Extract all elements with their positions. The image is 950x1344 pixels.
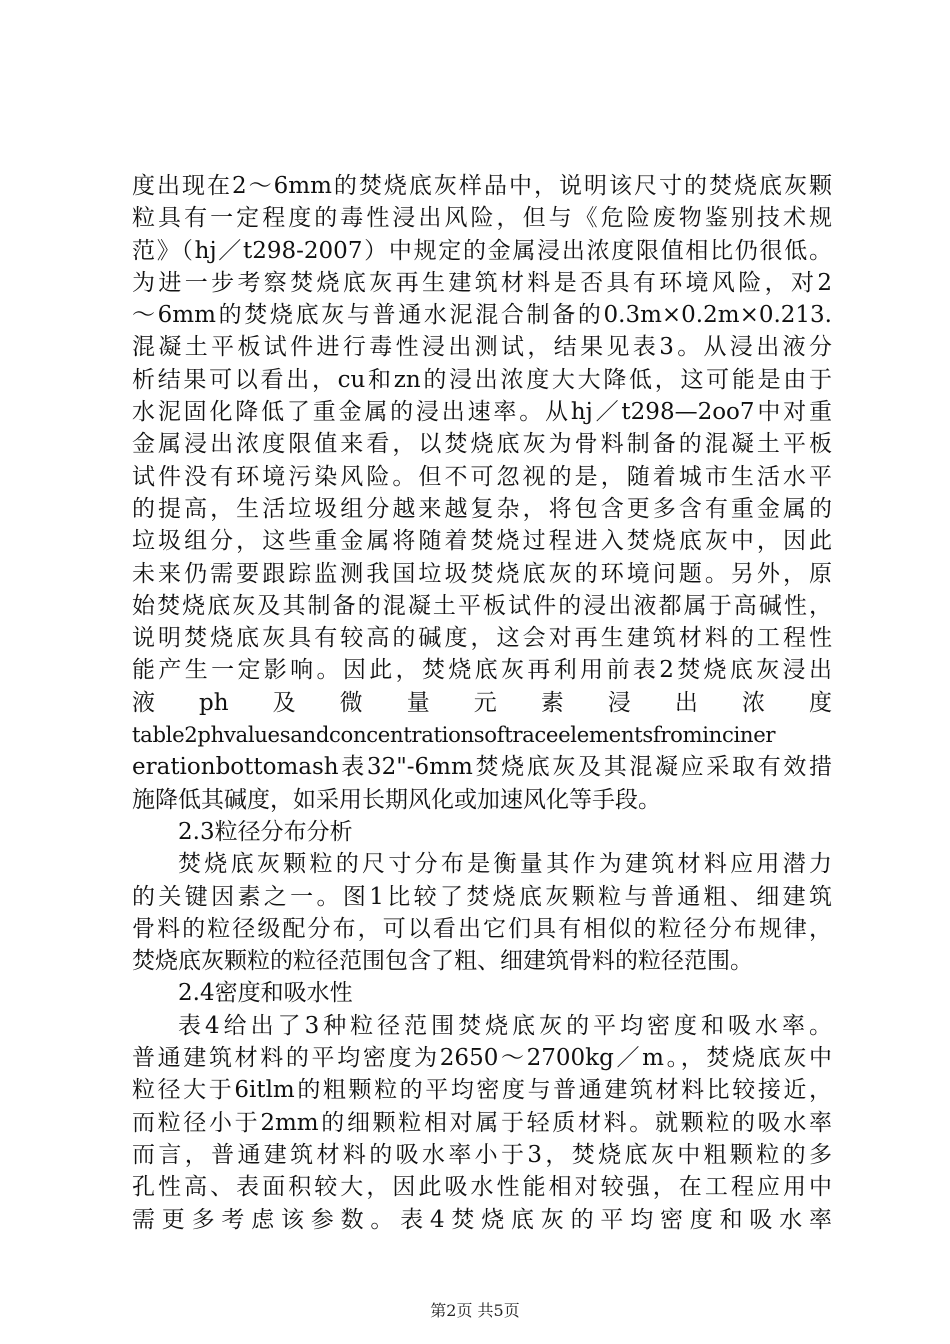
text-line: 的提高，生活垃圾组分越来越复杂，将包含更多含有重金属的 (132, 495, 832, 522)
page-number-footer: 第2页 共5页 (430, 1301, 520, 1320)
text-line: 范》（hj／t298-2007）中规定的金属浸出浓度限值相比仍很低。 (132, 237, 832, 264)
text-line: 粒具有一定程度的毒性浸出风险，但与《危险废物鉴别技术规 (132, 205, 832, 232)
text-line: ～6mm的焚烧底灰与普通水泥混合制备的0.3m×0.2m×0.213. (132, 302, 832, 329)
paragraph-first-line: 焚烧底灰颗粒的尺寸分布是衡量其作为建筑材料应用潜力 (178, 851, 832, 878)
text-line: 金属浸出浓度限值来看，以焚烧底灰为骨料制备的混凝土平板 (132, 431, 832, 458)
text-line: 需更多考虑该参数。表4焚烧底灰的平均密度和吸水率 (132, 1206, 832, 1233)
text-line: erationbottomash表32"-6mm焚烧底灰及其混凝应采取有效措 (132, 754, 832, 781)
text-line: 骨料的粒径级配分布，可以看出它们具有相似的粒径分布规律， (132, 915, 832, 942)
text-line: 水泥固化降低了重金属的浸出速率。从hj／t298—2oo7中对重 (132, 399, 832, 426)
text-line: 施降低其碱度，如采用长期风化或加速风化等手段。 (132, 786, 661, 813)
text-line: 能产生一定影响。因此，焚烧底灰再利用前表2焚烧底灰浸出 (132, 657, 832, 684)
text-line: 孔性高、表面积较大，因此吸水性能相对较强，在工程应用中 (132, 1174, 832, 1201)
text-line: 普通建筑材料的平均密度为2650～2700kg／m。，焚烧底灰中 (132, 1045, 832, 1072)
text-line: 未来仍需要跟踪监测我国垃圾焚烧底灰的环境问题。另外，原 (132, 560, 832, 587)
text-line: 焚烧底灰颗粒的粒径范围包含了粗、细建筑骨料的粒径范围。 (132, 948, 753, 975)
text-line: 试件没有环境污染风险。但不可忽视的是，随着城市生活水平 (132, 463, 832, 490)
text-line: 垃圾组分，这些重金属将随着焚烧过程进入焚烧底灰中，因此 (132, 528, 832, 555)
text-line: 度出现在2～6mm的焚烧底灰样品中，说明该尺寸的焚烧底灰颗 (132, 173, 832, 199)
text-line: 析结果可以看出，cu和zn的浸出浓度大大降低，这可能是由于 (132, 366, 832, 393)
paragraph-first-line: 表4给出了3种粒径范围焚烧底灰的平均密度和吸水率。 (178, 1012, 832, 1039)
text-line: 说明焚烧底灰具有较高的碱度，这会对再生建筑材料的工程性 (132, 625, 832, 652)
section-heading-2-4: 2.4密度和吸水性 (178, 980, 353, 1007)
text-line: 粒径大于6itlm的粗颗粒的平均密度与普通建筑材料比较接近， (132, 1077, 832, 1104)
text-line: 混凝土平板试件进行毒性浸出测试，结果见表3。从浸出液分 (132, 334, 832, 361)
table-caption-line: 液 ph 及 微 量 元 素 浸 出 浓 度 (132, 689, 832, 716)
text-line: 始焚烧底灰及其制备的混凝土平板试件的浸出液都属于高碱性， (132, 592, 832, 619)
section-heading-2-3: 2.3粒径分布分析 (178, 818, 353, 845)
table-caption-english-line: table2phvaluesandconcentrationsoftraceelementsfrominciner (132, 722, 776, 748)
text-line: 为进一步考察焚烧底灰再生建筑材料是否具有环境风险，对2 (132, 269, 832, 296)
text-line: 而粒径小于2mm的细颗粒相对属于轻质材料。就颗粒的吸水率 (132, 1109, 832, 1136)
body-text (132, 170, 832, 1236)
text-line: 的关键因素之一。图1比较了焚烧底灰颗粒与普通粗、细建筑 (132, 883, 832, 910)
text-line: 而言，普通建筑材料的吸水率小于3，焚烧底灰中粗颗粒的多 (132, 1141, 832, 1168)
